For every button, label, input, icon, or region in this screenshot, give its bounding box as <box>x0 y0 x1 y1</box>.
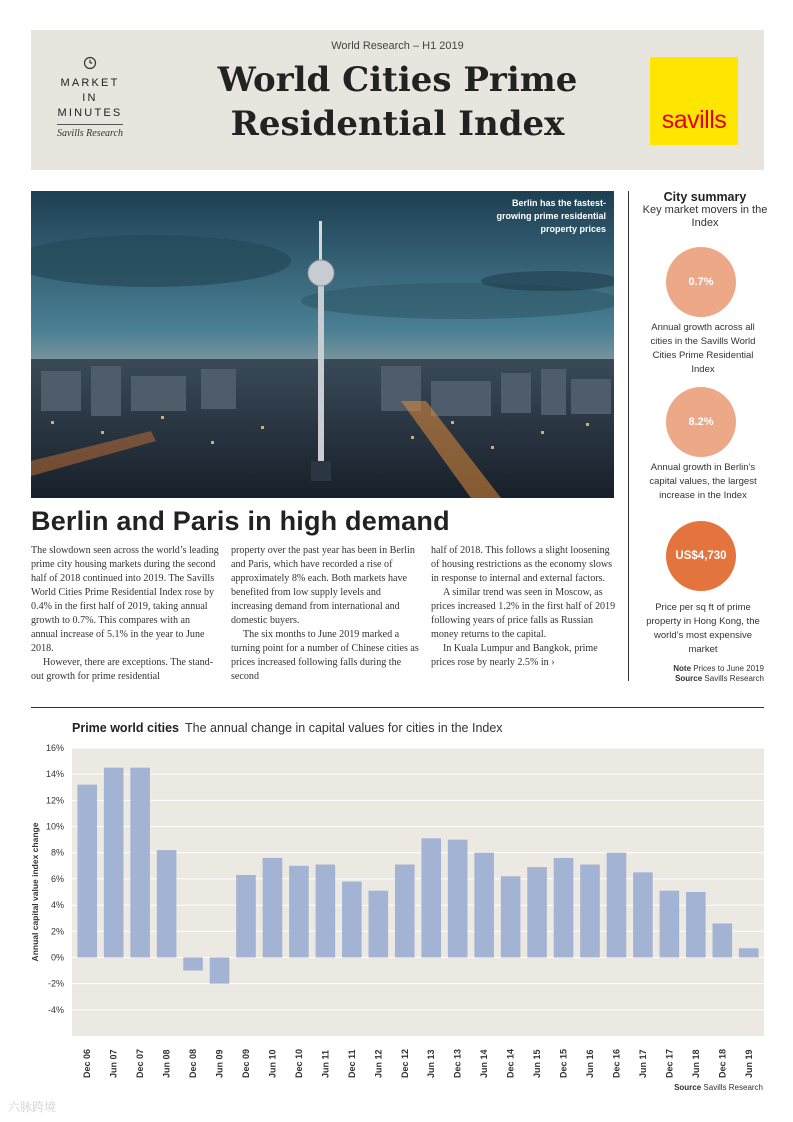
bar <box>633 872 653 957</box>
body-column-1 <box>31 544 219 684</box>
bar <box>210 957 230 983</box>
y-tick-label: -4% <box>47 1004 64 1015</box>
x-tick-label: Dec 08 <box>188 1048 199 1078</box>
y-tick-label: 12% <box>45 795 64 806</box>
bar <box>263 858 283 957</box>
bar <box>501 876 521 957</box>
article-headline: Berlin and Paris in high demand <box>31 506 450 536</box>
x-tick-label: Jun 14 <box>479 1049 490 1078</box>
x-tick-label: Dec 17 <box>664 1048 675 1078</box>
chart-source-text: Savills Research <box>703 1083 763 1092</box>
body-column-2 <box>231 544 419 684</box>
stat-circle: 0.7% <box>666 247 736 317</box>
logo-text: savills <box>661 106 727 134</box>
source-label: Source <box>675 674 703 683</box>
x-tick-label: Jun 16 <box>585 1049 595 1078</box>
paragraph: half of 2018. This follows a slight loosening of housing restrictions as the economy slows in response to internal and external factors. <box>431 545 613 584</box>
bar <box>183 957 203 970</box>
chart-source-label: Source <box>674 1083 702 1092</box>
section-divider <box>31 707 764 708</box>
bar <box>130 768 150 958</box>
bar <box>157 850 177 957</box>
clock-icon <box>83 56 97 70</box>
stat-circle: 8.2% <box>666 387 736 457</box>
market-in-minutes-badge <box>53 56 127 139</box>
bar <box>316 865 336 958</box>
x-tick-label: Jun 11 <box>320 1049 331 1078</box>
paragraph: A similar trend was seen in Moscow, as prices increased 1.2% in the first half of 2019 following years of price falls as Russian money returns to the capital. <box>431 587 616 640</box>
city-summary-subtitle: Key market movers in the Index <box>642 204 768 229</box>
x-tick-label: Dec 12 <box>399 1048 410 1078</box>
stat-description: Annual growth across all cities in the Savills World Cities Prime Residential Index <box>650 322 756 375</box>
bar <box>448 840 468 958</box>
stat-circle: US$4,730 <box>666 521 736 591</box>
sidebar-notes <box>640 664 764 684</box>
chart-heading <box>72 721 503 735</box>
bar <box>342 882 362 958</box>
mim-line-1: MARKET <box>60 77 120 89</box>
x-tick-label: Jun 08 <box>161 1049 172 1078</box>
bar <box>77 785 97 958</box>
x-tick-label: Jun 17 <box>637 1049 648 1078</box>
bar <box>289 866 309 958</box>
x-tick-label: Dec 18 <box>717 1048 728 1078</box>
stat-description: Price per sq ft of prime property in Hong Kong, the world’s most expensive market <box>646 602 760 655</box>
x-tick-label: Jun 10 <box>267 1049 278 1078</box>
x-tick-label: Dec 16 <box>611 1048 622 1078</box>
y-axis-label: Annual capital value index change <box>30 822 40 962</box>
photo-illustration <box>31 191 614 498</box>
note-text: Prices to June 2019 <box>693 664 764 673</box>
city-summary-title: City summary <box>663 190 747 204</box>
x-tick-label: Dec 10 <box>293 1048 304 1078</box>
x-tick-label: Dec 15 <box>558 1048 569 1078</box>
city-summary-sidebar <box>640 190 770 655</box>
y-tick-label: 0% <box>50 952 64 963</box>
bar <box>527 867 547 957</box>
bar <box>686 892 706 957</box>
x-tick-label: Jun 09 <box>214 1049 225 1078</box>
note-label: Note <box>673 664 692 673</box>
chart-title-bold: Prime world cities <box>72 721 179 735</box>
source-text: Savills Research <box>704 674 764 683</box>
bar <box>369 891 389 958</box>
x-tick-label: Jun 12 <box>373 1049 384 1078</box>
x-tick-label: Dec 11 <box>346 1049 357 1078</box>
x-tick-label: Jun 19 <box>743 1049 754 1078</box>
y-tick-label: 16% <box>45 743 64 753</box>
x-tick-label: Jun 15 <box>532 1049 543 1078</box>
paragraph: However, there are exceptions. The stand-out growth for prime residential <box>31 657 214 682</box>
bar <box>236 875 256 957</box>
bar <box>660 891 680 958</box>
x-tick-label: Dec 09 <box>241 1048 251 1078</box>
photo-caption: Berlin has the fastest-growing prime residential property prices <box>496 198 606 234</box>
berlin-skyline-photo <box>31 191 614 498</box>
paragraph: The six months to June 2019 marked a turning point for a number of Chinese cities as prices increased following falls during the second <box>231 629 419 682</box>
x-tick-label: Jun 07 <box>108 1049 119 1078</box>
mim-subtitle: Savills Research <box>56 128 123 139</box>
mim-line-3: MINUTES <box>57 107 123 119</box>
bar <box>104 768 124 958</box>
paragraph: property over the past year has been in Berlin and Paris, which have recorded a rise of approximately 8% each. Both markets have benefited from low supply levels and increasing demand from international and domestic buyers. <box>231 545 415 626</box>
report-header <box>31 30 764 170</box>
y-tick-label: 2% <box>50 926 64 937</box>
x-tick-label: Jun 13 <box>426 1049 437 1078</box>
sidebar-divider <box>628 191 629 681</box>
bar <box>607 853 627 958</box>
bar <box>474 853 494 958</box>
x-tick-label: Dec 07 <box>135 1048 146 1078</box>
body-column-3 <box>431 544 619 670</box>
x-tick-label: Jun 18 <box>690 1049 701 1078</box>
report-kicker: World Research – H1 2019 <box>331 40 464 52</box>
y-tick-label: 10% <box>45 821 64 832</box>
y-tick-label: 4% <box>50 900 64 911</box>
x-tick-label: Dec 14 <box>505 1048 516 1078</box>
bar <box>554 858 574 957</box>
report-title: World Cities Prime Residential Index <box>217 60 578 144</box>
savills-logo <box>650 57 738 145</box>
bar <box>713 923 733 957</box>
watermark: 六脉跨境 <box>8 1100 57 1114</box>
y-tick-label: 6% <box>50 873 64 884</box>
bar <box>580 865 600 958</box>
y-tick-label: 14% <box>45 769 64 780</box>
bar <box>739 948 759 957</box>
x-tick-label: Dec 13 <box>452 1048 463 1078</box>
paragraph: In Kuala Lumpur and Bangkok, prime prices rose by nearly 2.5% in › <box>431 643 598 668</box>
bar-chart <box>0 740 793 1085</box>
bar <box>421 838 441 957</box>
paragraph: The slowdown seen across the world’s leading prime city housing markets during the second half of 2018 continued into 2019. The Savills World Cities Prime Residential Index rose by 0.4% in the first half of 2019, taking annual growth to 0.7%. This compares with an annual increase of 5.1% in the year to June 2018. <box>31 545 219 654</box>
stat-description: Annual growth in Berlin’s capital values, the largest increase in the Index <box>649 462 757 501</box>
chart-title-rest: The annual change in capital values for cities in the Index <box>184 721 503 735</box>
x-tick-label: Dec 06 <box>82 1048 93 1078</box>
y-tick-label: -2% <box>47 978 64 989</box>
y-tick-label: 8% <box>50 847 64 858</box>
bar <box>395 865 415 958</box>
mim-divider <box>57 124 123 125</box>
mim-line-2: IN <box>82 92 98 104</box>
chart-source <box>674 1083 763 1092</box>
